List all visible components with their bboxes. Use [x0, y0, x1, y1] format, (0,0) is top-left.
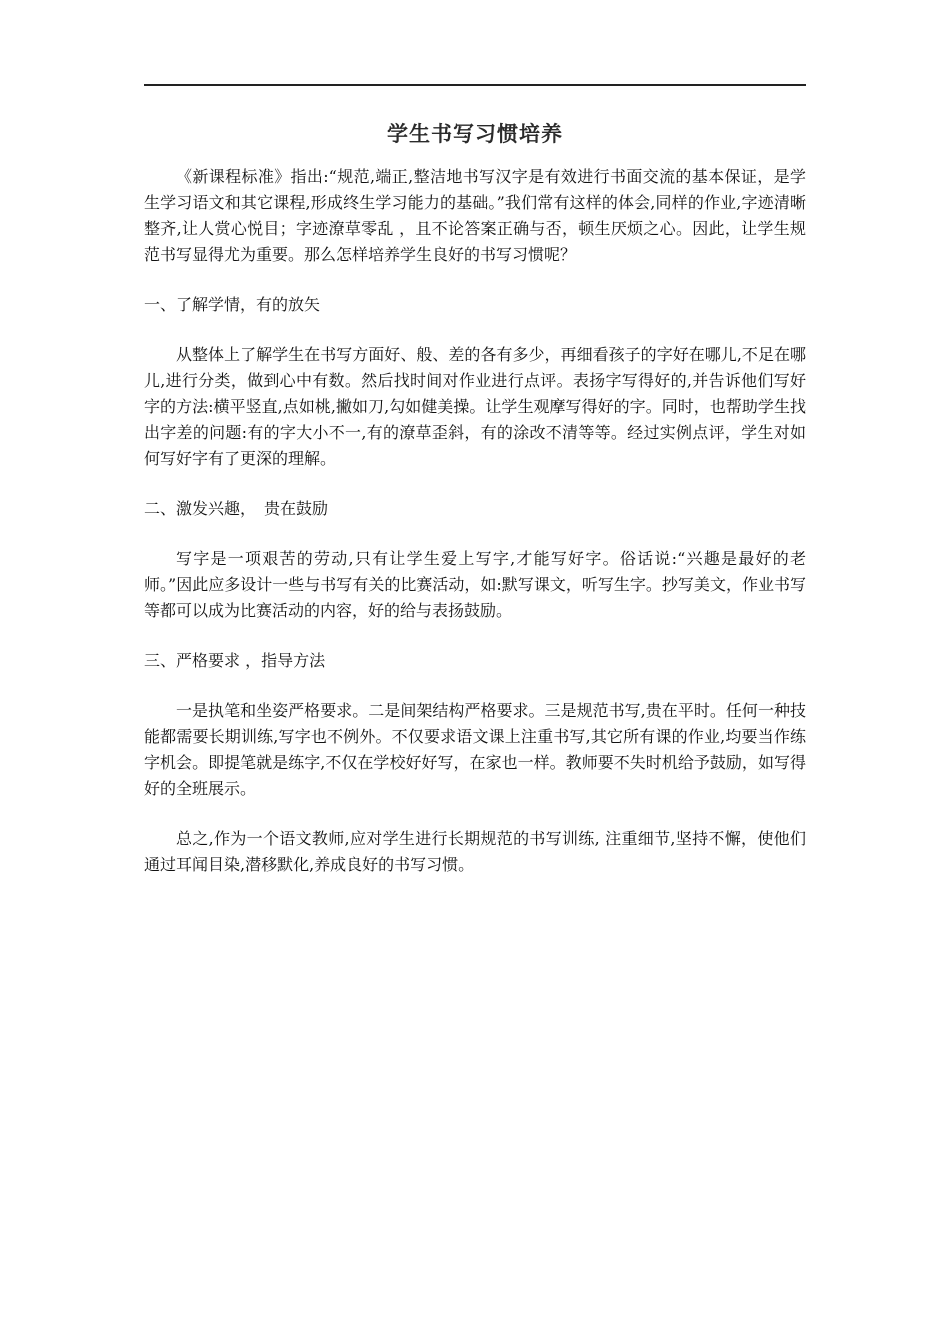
section-heading-1: 一、了解学情，有的放矢 [144, 295, 321, 314]
header-rule [144, 84, 806, 86]
section-heading-2: 二、激发兴趣， 贵在鼓励 [144, 499, 329, 518]
section-body-2: 写字是一项艰苦的劳动,只有让学生爱上写字,才能写好字。俗话说:“兴趣是最好的老师。”因此应多设计一些与书写有关的比赛活动，如:默写课文，听写生字。抄写美文，作业书写等都可以成为比赛活动的内容，好的给与表扬鼓励。 [144, 549, 806, 620]
section-body-1: 从整体上了解学生在书写方面好、般、差的各有多少，再细看孩子的字好在哪儿,不足在哪儿,进行分类，做到心中有数。然后找时间对作业进行点评。表扬字写得好的,并告诉他们写好字的方法:横平竖直,点如桃,撇如刀,勾如健美操。让学生观摩写得好的字。同时，也帮助学生找出字差的问题:有的字大小不一,有的潦草歪斜，有的涂改不清等等。经过实例点评，学生对如何写好字有了更深的理解。 [144, 345, 806, 468]
section-body-3: 一是执笔和坐姿严格要求。二是间架结构严格要求。三是规范书写,贵在平时。任何一种技能都需要长期训练,写字也不例外。不仅要求语文课上注重书写,其它所有课的作业,均要当作练字机会。即提笔就是练字,不仅在学校好好写，在家也一样。教师要不失时机给予鼓励，如写得好的全班展示。 [144, 701, 806, 798]
document-body [144, 118, 806, 902]
conclusion-paragraph: 总之,作为一个语文教师,应对学生进行长期规范的书写训练, 注重细节,坚持不懈，使他们通过耳闻目染,潜移默化,养成良好的书写习惯。 [144, 829, 806, 874]
section-heading-3: 三、严格要求 ，指导方法 [144, 651, 326, 670]
intro-paragraph: 《新课程标准》指出:“规范,端正,整洁地书写汉字是有效进行书面交流的基本保证，是学生学习语文和其它课程,形成终生学习能力的基础。”我们常有这样的体会,同样的作业,字迹清晰整齐,让人赏心悦目；字迹潦草零乱 ，且不论答案正确与否，顿生厌烦之心。因此，让学生规范书写显得尤为重要。那么怎样培养学生良好的书写习惯呢？ [144, 167, 806, 264]
page-title: 学生书写习惯培养 [387, 121, 563, 146]
